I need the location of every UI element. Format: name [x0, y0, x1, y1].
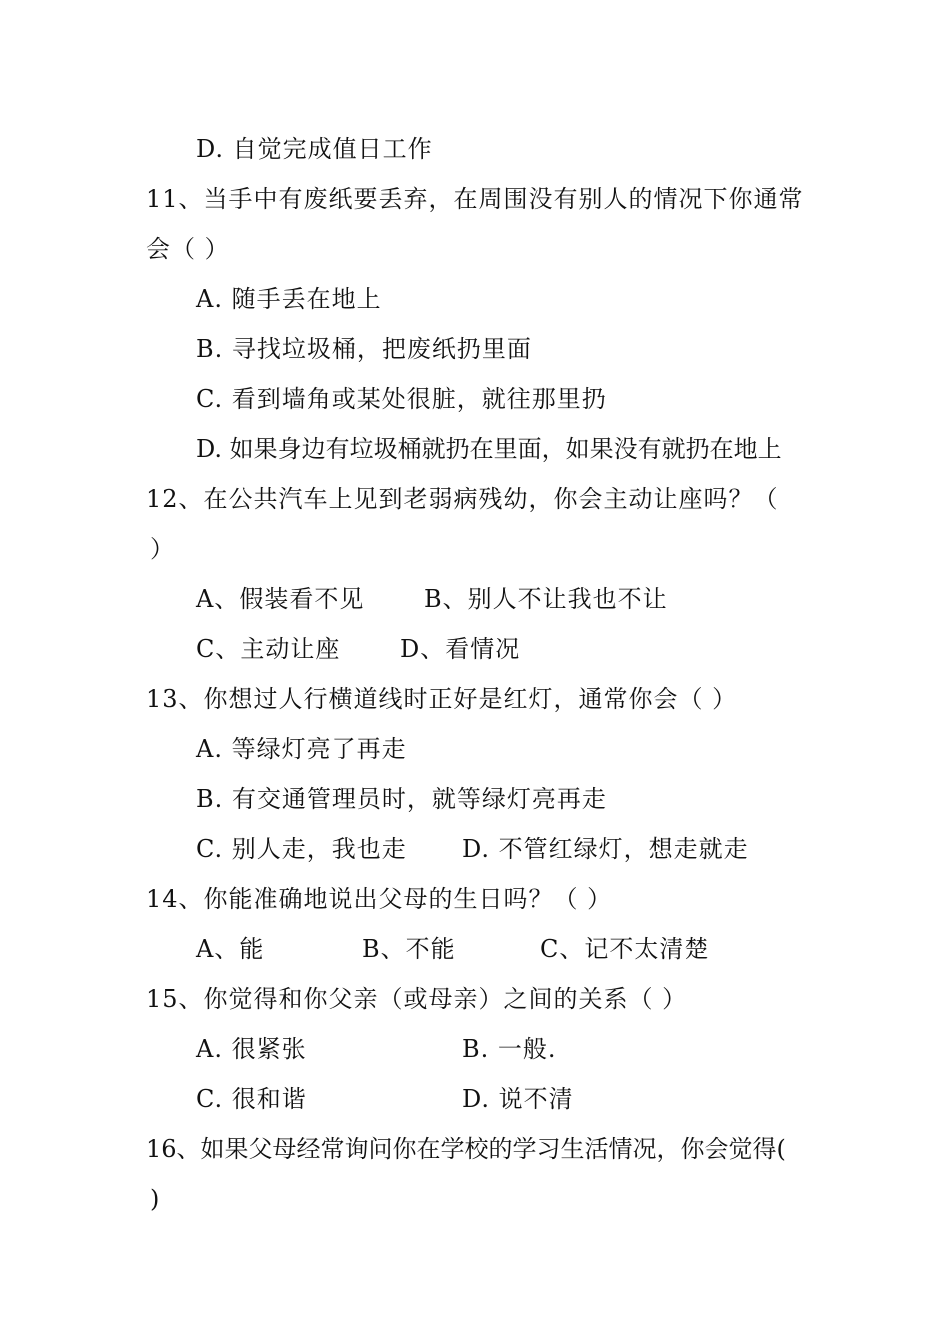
q14-text: 14、你能准确地说出父母的生日吗？（ ）: [146, 885, 613, 913]
q13-option-d: D. 不管红绿灯，想走就走: [462, 835, 749, 863]
q10-option-d: D. 自觉完成值日工作: [196, 135, 433, 163]
q15-option-a: A. 很紧张: [196, 1035, 307, 1063]
q12-text: 12、在公共汽车上见到老弱病残幼，你会主动让座吗？（: [146, 485, 779, 513]
q14-options-row: [196, 933, 896, 965]
q14-option-b: B、不能: [362, 935, 456, 963]
q12-text-cont: ）: [150, 535, 175, 563]
q14-option-c: C、记不太清楚: [540, 935, 710, 963]
q15-options-row2: [196, 1083, 896, 1115]
q13-text: 13、你想过人行横道线时正好是红灯，通常你会（ ）: [146, 685, 738, 713]
q13-options-row: [196, 833, 896, 865]
q11-option-c: C. 看到墙角或某处很脏，就往那里扔: [196, 385, 607, 413]
q11-option-a: A. 随手丢在地上: [196, 285, 382, 313]
q13-option-a: A. 等绿灯亮了再走: [196, 735, 407, 763]
q15-options-row1: [196, 1033, 896, 1065]
q11-text: 11、当手中有废纸要丢弃，在周围没有别人的情况下你通常: [146, 185, 804, 213]
q12-options-row2: [196, 633, 896, 665]
q15-text: 15、你觉得和你父亲（或母亲）之间的关系（ ）: [146, 985, 688, 1013]
q14-option-a: A、能: [196, 935, 265, 963]
q11-option-b: B. 寻找垃圾桶，把废纸扔里面: [196, 335, 532, 363]
q15-option-d: D. 说不清: [462, 1085, 574, 1113]
q11-option-d: D. 如果身边有垃圾桶就扔在里面，如果没有就扔在地上: [196, 435, 782, 463]
q12-option-d: D、看情况: [400, 635, 521, 663]
q12-option-c: C、主动让座: [196, 635, 341, 663]
q15-option-c: C. 很和谐: [196, 1085, 307, 1113]
q13-option-c: C. 别人走，我也走: [196, 835, 407, 863]
q16-text: 16、如果父母经常询问你在学校的学习生活情况，你会觉得(: [146, 1135, 786, 1163]
q15-option-b: B. 一般.: [462, 1035, 557, 1063]
q11-text-cont: 会（ ）: [146, 235, 230, 263]
q12-options-row1: [196, 583, 896, 615]
q13-option-b: B. 有交通管理员时，就等绿灯亮再走: [196, 785, 607, 813]
q12-option-a: A、假装看不见: [196, 585, 365, 613]
q12-option-b: B、别人不让我也不让: [424, 585, 668, 613]
q16-text-cont: ): [150, 1185, 161, 1213]
